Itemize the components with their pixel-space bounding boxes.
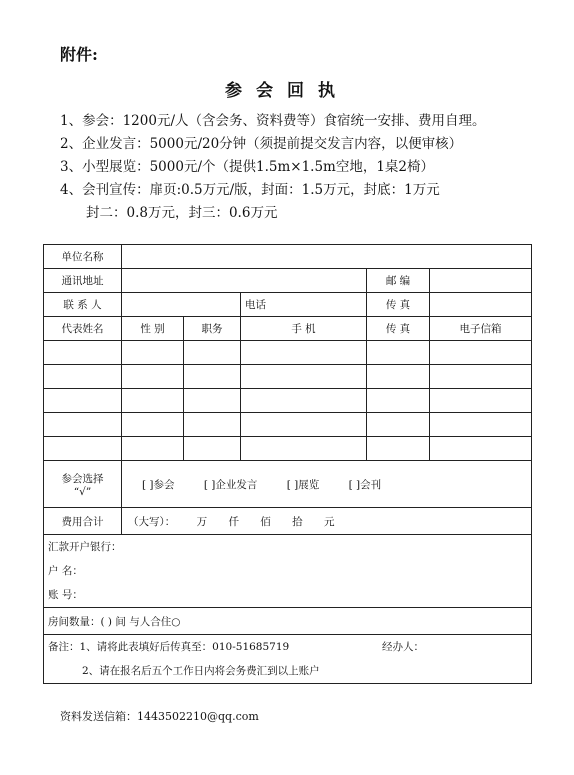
room-field[interactable] (44, 608, 532, 635)
postcode-label: 邮 编 (367, 269, 430, 293)
handler-label: 经办人： (382, 641, 424, 653)
fee-unit-yuan: 元 (323, 515, 335, 528)
cell[interactable] (430, 341, 532, 365)
table-row (44, 365, 532, 389)
cell[interactable] (367, 389, 430, 413)
fax-label: 传 真 (367, 293, 430, 317)
note-fax: 备注：1、请将此表填好后传真至：010-51685719 (48, 641, 290, 653)
item-exhibition: 3、小型展览：5000元/个（提供1.5m×1.5m空地，1桌2椅） (60, 159, 435, 175)
cell[interactable] (430, 413, 532, 437)
contact-email: 资料发送信箱：1443502210@qq.com (60, 710, 259, 723)
notice-items (60, 110, 486, 225)
col-email: 电子信箱 (430, 317, 532, 341)
row-choice (44, 461, 532, 508)
cell[interactable] (122, 341, 184, 365)
cell[interactable] (44, 413, 122, 437)
table-row (44, 341, 532, 365)
cell[interactable] (430, 389, 532, 413)
registration-form (43, 244, 532, 684)
account-name-label: 户 名： (48, 565, 83, 577)
bank-info[interactable] (44, 535, 532, 608)
bank-label: 汇款开户银行： (48, 541, 122, 553)
col-mobile: 手 机 (241, 317, 367, 341)
col-gender: 性 别 (122, 317, 184, 341)
cell[interactable] (430, 365, 532, 389)
page-title: 参会回执 (225, 81, 349, 101)
cell[interactable] (367, 341, 430, 365)
address-field[interactable] (122, 269, 367, 293)
fee-field[interactable] (122, 508, 532, 535)
choice-label: 参会选择 (61, 472, 104, 485)
cell[interactable] (122, 413, 184, 437)
header-row (44, 317, 532, 341)
account-no-label: 账 号： (48, 589, 83, 601)
fee-unit-shi: 拾 (292, 515, 303, 528)
cell[interactable] (430, 437, 532, 461)
option-brochure[interactable]: [ ]会刊 (348, 478, 382, 491)
row-address (44, 269, 532, 293)
row-fee (44, 508, 532, 535)
cell[interactable] (367, 437, 430, 461)
cell[interactable] (241, 341, 367, 365)
col-position: 职务 (184, 317, 241, 341)
cell[interactable] (184, 437, 241, 461)
item-speech: 2、企业发言：5000元/20分钟（须提前提交发言内容，以便审核） (60, 136, 463, 152)
option-attend[interactable]: [ ]参会 (142, 478, 175, 491)
cell[interactable] (44, 341, 122, 365)
table-row (44, 413, 532, 437)
address-label: 通讯地址 (44, 269, 122, 293)
row-contact (44, 293, 532, 317)
cell[interactable] (184, 365, 241, 389)
fee-unit-bai: 佰 (260, 515, 271, 528)
cell[interactable] (241, 437, 367, 461)
option-speech[interactable]: [ ]企业发言 (203, 478, 258, 491)
cell[interactable] (184, 389, 241, 413)
cell[interactable] (184, 413, 241, 437)
cell[interactable] (44, 365, 122, 389)
unit-name-label: 单位名称 (44, 245, 122, 269)
row-notes (44, 635, 532, 684)
cell[interactable] (122, 365, 184, 389)
item-publicity: 4、会刊宣传：扉页:0.5万元/版，封面：1.5万元，封底：1万元 (60, 182, 440, 198)
cell[interactable] (241, 365, 367, 389)
cell[interactable] (122, 389, 184, 413)
fax-field[interactable] (430, 293, 532, 317)
table-row (44, 437, 532, 461)
cell[interactable] (367, 413, 430, 437)
choice-mark: “√” (73, 485, 92, 498)
cell[interactable] (241, 413, 367, 437)
item-attendance: 1、参会：1200元/人（含会务、资料费等）食宿统一安排、费用自理。 (60, 113, 486, 129)
phone-label: 电话 (245, 299, 266, 311)
choice-label-cell (44, 461, 122, 508)
cell[interactable] (122, 437, 184, 461)
cell[interactable] (367, 365, 430, 389)
fee-uppercase-label: （大写）： (128, 515, 176, 528)
attachment-label: 附件: (60, 45, 98, 64)
table-row (44, 389, 532, 413)
postcode-field[interactable] (430, 269, 532, 293)
col-name: 代表姓名 (44, 317, 122, 341)
notes (44, 635, 532, 684)
contact-label: 联 系 人 (44, 293, 122, 317)
item-publicity-cont: 封二：0.8万元，封三：0.6万元 (86, 205, 278, 221)
cell[interactable] (241, 389, 367, 413)
phone-cell[interactable] (241, 293, 367, 317)
row-room (44, 608, 532, 635)
cell[interactable] (44, 437, 122, 461)
fee-label: 费用合计 (44, 508, 122, 535)
option-exhibit[interactable]: [ ]展览 (286, 478, 320, 491)
contact-field[interactable] (122, 293, 241, 317)
col-fax: 传 真 (367, 317, 430, 341)
cell[interactable] (44, 389, 122, 413)
note-payment: 2、请在报名后五个工作日内将会务费汇到以上账户 (82, 665, 320, 677)
row-bank (44, 535, 532, 608)
unit-name-field[interactable] (122, 245, 532, 269)
room-label: 房间数量：( ) 间 与人合住○ (48, 615, 181, 628)
fee-unit-wan: 万 (196, 515, 208, 528)
choice-options (122, 461, 532, 508)
row-unit-name (44, 245, 532, 269)
cell[interactable] (184, 341, 241, 365)
fee-unit-qian: 仟 (228, 515, 239, 528)
